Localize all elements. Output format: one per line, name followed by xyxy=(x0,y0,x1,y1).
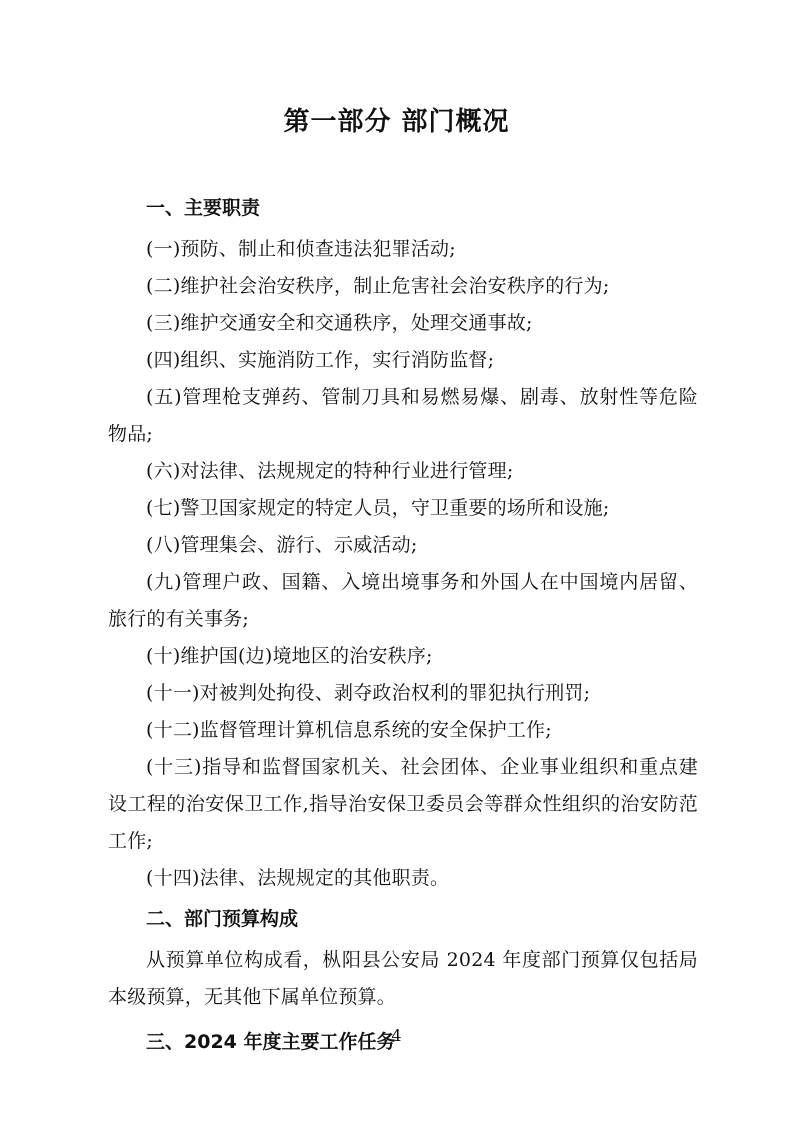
duty-item: (十)维护国(边)境地区的治安秩序; xyxy=(146,645,433,667)
section-heading-main-tasks: 三、2024 年度主要工作任务 xyxy=(146,1031,396,1053)
section-heading-budget-composition: 二、部门预算构成 xyxy=(146,908,299,930)
duty-item: (三)维护交通安全和交通秩序，处理交通事故; xyxy=(146,312,533,334)
duty-item: (一)预防、制止和侦查违法犯罪活动; xyxy=(146,238,456,260)
duty-item: (十四)法律、法规规定的其他职责。 xyxy=(146,867,450,889)
budget-composition-text: 从预算单位构成看，枞阳县公安局 2024 年度部门预算仅包括局本级预算，无其他下属单位预算。 xyxy=(108,949,698,1008)
duty-item: (十三)指导和监督国家机关、社会团体、企业事业组织和重点建设工程的治安保卫工作,指导治安保卫委员会等群众性组织的治安防范工作; xyxy=(108,756,698,852)
duty-item: (五)管理枪支弹药、管制刀具和易燃易爆、剧毒、放射性等危险物品; xyxy=(108,386,698,445)
duty-item: (八)管理集会、游行、示威活动; xyxy=(146,534,418,556)
duty-item: (七)警卫国家规定的特定人员，守卫重要的场所和设施; xyxy=(146,497,610,519)
duty-item: (十二)监督管理计算机信息系统的安全保护工作; xyxy=(146,719,552,741)
duty-item: (九)管理户政、国籍、入境出境事务和外国人在中国境内居留、旅行的有关事务; xyxy=(108,571,698,630)
page-number: 4 xyxy=(391,1026,402,1045)
section-heading-main-duties: 一、主要职责 xyxy=(146,197,261,219)
document-body xyxy=(108,190,698,1061)
duty-item: (四)组织、实施消防工作，实行消防监督; xyxy=(146,349,495,371)
duty-item: (十一)对被判处拘役、剥夺政治权利的罪犯执行刑罚; xyxy=(146,682,591,704)
duty-item: (六)对法律、法规规定的特种行业进行管理; xyxy=(146,460,514,482)
duty-item: (二)维护社会治安秩序，制止危害社会治安秩序的行为; xyxy=(146,275,610,297)
page-title: 第一部分 部门概况 xyxy=(283,107,510,137)
